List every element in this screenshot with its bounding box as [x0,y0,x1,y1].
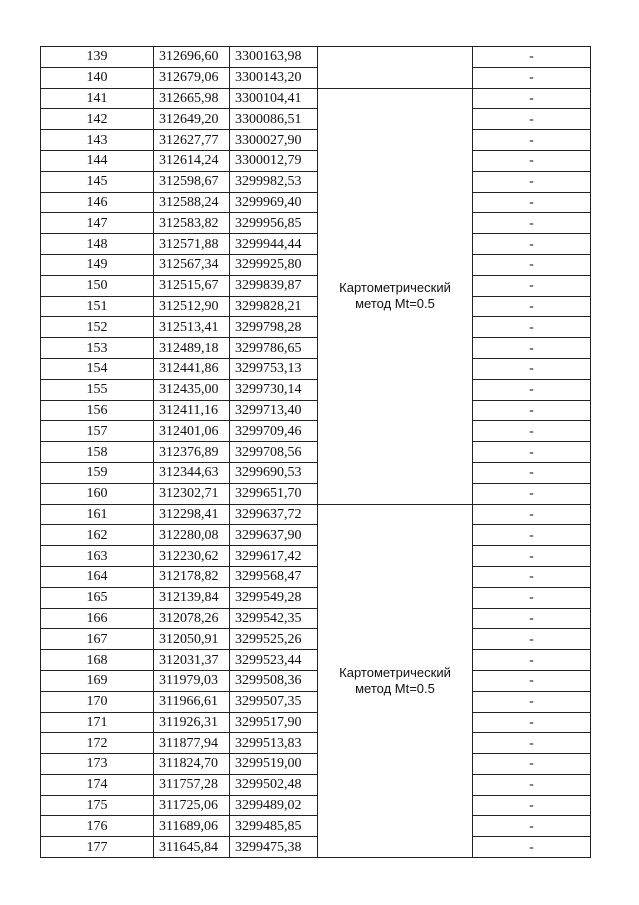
table-row [41,816,591,837]
x-coordinate-cell: 312139,84 [154,587,230,608]
dash-cell: - [473,192,591,213]
dash-cell: - [473,130,591,151]
dash-cell: - [473,317,591,338]
dash-cell: - [473,462,591,483]
y-coordinate-cell: 3300027,90 [230,130,318,151]
x-coordinate-cell: 311689,06 [154,816,230,837]
table-row [41,275,591,296]
x-coordinate-cell: 312588,24 [154,192,230,213]
table-row [41,691,591,712]
dash-cell: - [473,629,591,650]
y-coordinate-cell: 3299786,65 [230,338,318,359]
dash-cell: - [473,774,591,795]
y-coordinate-cell: 3299651,70 [230,483,318,504]
point-number-cell: 155 [41,379,154,400]
point-number-cell: 166 [41,608,154,629]
y-coordinate-cell: 3300086,51 [230,109,318,130]
y-coordinate-cell: 3299475,38 [230,837,318,858]
x-coordinate-cell: 312441,86 [154,358,230,379]
x-coordinate-cell: 312344,63 [154,462,230,483]
table-row [41,733,591,754]
y-coordinate-cell: 3299617,42 [230,546,318,567]
dash-cell: - [473,587,591,608]
dash-cell: - [473,379,591,400]
x-coordinate-cell: 312376,89 [154,442,230,463]
y-coordinate-cell: 3299637,72 [230,504,318,525]
dash-cell: - [473,691,591,712]
y-coordinate-cell: 3299753,13 [230,358,318,379]
point-number-cell: 147 [41,213,154,234]
point-number-cell: 139 [41,47,154,68]
dash-cell: - [473,296,591,317]
empty-method-cell [318,47,473,89]
table-row [41,795,591,816]
method-cell [318,88,473,504]
dash-cell: - [473,109,591,130]
x-coordinate-cell: 312515,67 [154,275,230,296]
point-number-cell: 162 [41,525,154,546]
table-row [41,566,591,587]
table-row [41,442,591,463]
x-coordinate-cell: 311757,28 [154,774,230,795]
dash-cell: - [473,275,591,296]
point-number-cell: 146 [41,192,154,213]
point-number-cell: 169 [41,670,154,691]
table-row [41,338,591,359]
point-number-cell: 161 [41,504,154,525]
x-coordinate-cell: 312567,34 [154,254,230,275]
y-coordinate-cell: 3299925,80 [230,254,318,275]
dash-cell: - [473,546,591,567]
y-coordinate-cell: 3299798,28 [230,317,318,338]
y-coordinate-cell: 3299969,40 [230,192,318,213]
point-number-cell: 170 [41,691,154,712]
dash-cell: - [473,421,591,442]
point-number-cell: 167 [41,629,154,650]
dash-cell: - [473,338,591,359]
dash-cell: - [473,171,591,192]
x-coordinate-cell: 311824,70 [154,754,230,775]
x-coordinate-cell: 312435,00 [154,379,230,400]
dash-cell: - [473,234,591,255]
x-coordinate-cell: 312078,26 [154,608,230,629]
point-number-cell: 144 [41,150,154,171]
point-number-cell: 174 [41,774,154,795]
x-coordinate-cell: 311877,94 [154,733,230,754]
y-coordinate-cell: 3300104,41 [230,88,318,109]
x-coordinate-cell: 311966,61 [154,691,230,712]
point-number-cell: 151 [41,296,154,317]
x-coordinate-cell: 311979,03 [154,670,230,691]
y-coordinate-cell: 3299982,53 [230,171,318,192]
table-row [41,109,591,130]
x-coordinate-cell: 312401,06 [154,421,230,442]
table-row [41,608,591,629]
method-cell [318,504,473,858]
method-label-line2: метод Mt=0.5 [355,296,435,312]
point-number-cell: 158 [41,442,154,463]
dash-cell: - [473,712,591,733]
x-coordinate-cell: 312627,77 [154,130,230,151]
y-coordinate-cell: 3300012,79 [230,150,318,171]
x-coordinate-cell: 312302,71 [154,483,230,504]
method-label-line1: Картометрический [339,280,451,296]
dash-cell: - [473,400,591,421]
x-coordinate-cell: 312696,60 [154,47,230,68]
point-number-cell: 143 [41,130,154,151]
method-label-line1: Картометрический [339,664,451,680]
x-coordinate-cell: 312178,82 [154,566,230,587]
point-number-cell: 142 [41,109,154,130]
point-number-cell: 177 [41,837,154,858]
dash-cell: - [473,754,591,775]
point-number-cell: 176 [41,816,154,837]
point-number-cell: 153 [41,338,154,359]
x-coordinate-cell: 312665,98 [154,88,230,109]
y-coordinate-cell: 3299708,56 [230,442,318,463]
y-coordinate-cell: 3299549,28 [230,587,318,608]
dash-cell: - [473,483,591,504]
coordinates-table-body [41,47,591,858]
x-coordinate-cell: 312679,06 [154,67,230,88]
x-coordinate-cell: 312513,41 [154,317,230,338]
point-number-cell: 148 [41,234,154,255]
point-number-cell: 171 [41,712,154,733]
table-row [41,296,591,317]
point-number-cell: 140 [41,67,154,88]
y-coordinate-cell: 3299709,46 [230,421,318,442]
point-number-cell: 149 [41,254,154,275]
y-coordinate-cell: 3299513,83 [230,733,318,754]
dash-cell: - [473,213,591,234]
x-coordinate-cell: 312614,24 [154,150,230,171]
point-number-cell: 163 [41,546,154,567]
x-coordinate-cell: 311645,84 [154,837,230,858]
y-coordinate-cell: 3299730,14 [230,379,318,400]
point-number-cell: 168 [41,650,154,671]
point-number-cell: 172 [41,733,154,754]
table-row [41,234,591,255]
table-row [41,379,591,400]
table-row [41,525,591,546]
dash-cell: - [473,670,591,691]
x-coordinate-cell: 312598,67 [154,171,230,192]
dash-cell: - [473,816,591,837]
table-row [41,421,591,442]
x-coordinate-cell: 312571,88 [154,234,230,255]
dash-cell: - [473,67,591,88]
y-coordinate-cell: 3299502,48 [230,774,318,795]
table-row [41,47,591,68]
table-row [41,670,591,691]
y-coordinate-cell: 3299956,85 [230,213,318,234]
method-label-line2: метод Mt=0.5 [355,680,435,696]
y-coordinate-cell: 3299828,21 [230,296,318,317]
table-row [41,317,591,338]
y-coordinate-cell: 3299485,85 [230,816,318,837]
x-coordinate-cell: 312050,91 [154,629,230,650]
dash-cell: - [473,566,591,587]
y-coordinate-cell: 3299542,35 [230,608,318,629]
point-number-cell: 141 [41,88,154,109]
y-coordinate-cell: 3299713,40 [230,400,318,421]
dash-cell: - [473,442,591,463]
table-row [41,483,591,504]
dash-cell: - [473,254,591,275]
coordinates-table [40,46,591,858]
table-row [41,254,591,275]
y-coordinate-cell: 3299508,36 [230,670,318,691]
x-coordinate-cell: 312230,62 [154,546,230,567]
x-coordinate-cell: 311725,06 [154,795,230,816]
table-row [41,462,591,483]
y-coordinate-cell: 3299637,90 [230,525,318,546]
x-coordinate-cell: 312031,37 [154,650,230,671]
table-row [41,837,591,858]
x-coordinate-cell: 312512,90 [154,296,230,317]
dash-cell: - [473,358,591,379]
point-number-cell: 175 [41,795,154,816]
dash-cell: - [473,608,591,629]
table-row [41,192,591,213]
y-coordinate-cell: 3300143,20 [230,67,318,88]
y-coordinate-cell: 3299690,53 [230,462,318,483]
table-row [41,358,591,379]
point-number-cell: 173 [41,754,154,775]
table-row [41,171,591,192]
dash-cell: - [473,150,591,171]
x-coordinate-cell: 312489,18 [154,338,230,359]
point-number-cell: 157 [41,421,154,442]
point-number-cell: 154 [41,358,154,379]
point-number-cell: 160 [41,483,154,504]
y-coordinate-cell: 3299525,26 [230,629,318,650]
table-row [41,88,591,109]
table-row [41,400,591,421]
x-coordinate-cell: 312583,82 [154,213,230,234]
table-row [41,629,591,650]
x-coordinate-cell: 312280,08 [154,525,230,546]
table-row [41,130,591,151]
y-coordinate-cell: 3299944,44 [230,234,318,255]
point-number-cell: 150 [41,275,154,296]
x-coordinate-cell: 312411,16 [154,400,230,421]
y-coordinate-cell: 3299489,02 [230,795,318,816]
dash-cell: - [473,504,591,525]
y-coordinate-cell: 3299568,47 [230,566,318,587]
dash-cell: - [473,837,591,858]
table-row [41,774,591,795]
point-number-cell: 164 [41,566,154,587]
dash-cell: - [473,525,591,546]
x-coordinate-cell: 312298,41 [154,504,230,525]
y-coordinate-cell: 3299519,00 [230,754,318,775]
dash-cell: - [473,795,591,816]
table-row [41,67,591,88]
table-row [41,150,591,171]
y-coordinate-cell: 3299507,35 [230,691,318,712]
table-row [41,504,591,525]
point-number-cell: 156 [41,400,154,421]
y-coordinate-cell: 3299839,87 [230,275,318,296]
y-coordinate-cell: 3300163,98 [230,47,318,68]
table-row [41,587,591,608]
point-number-cell: 159 [41,462,154,483]
dash-cell: - [473,88,591,109]
point-number-cell: 152 [41,317,154,338]
x-coordinate-cell: 311926,31 [154,712,230,733]
point-number-cell: 145 [41,171,154,192]
dash-cell: - [473,650,591,671]
y-coordinate-cell: 3299523,44 [230,650,318,671]
table-row [41,712,591,733]
table-row [41,546,591,567]
x-coordinate-cell: 312649,20 [154,109,230,130]
table-row [41,650,591,671]
point-number-cell: 165 [41,587,154,608]
table-row [41,754,591,775]
table-row [41,213,591,234]
dash-cell: - [473,47,591,68]
y-coordinate-cell: 3299517,90 [230,712,318,733]
dash-cell: - [473,733,591,754]
